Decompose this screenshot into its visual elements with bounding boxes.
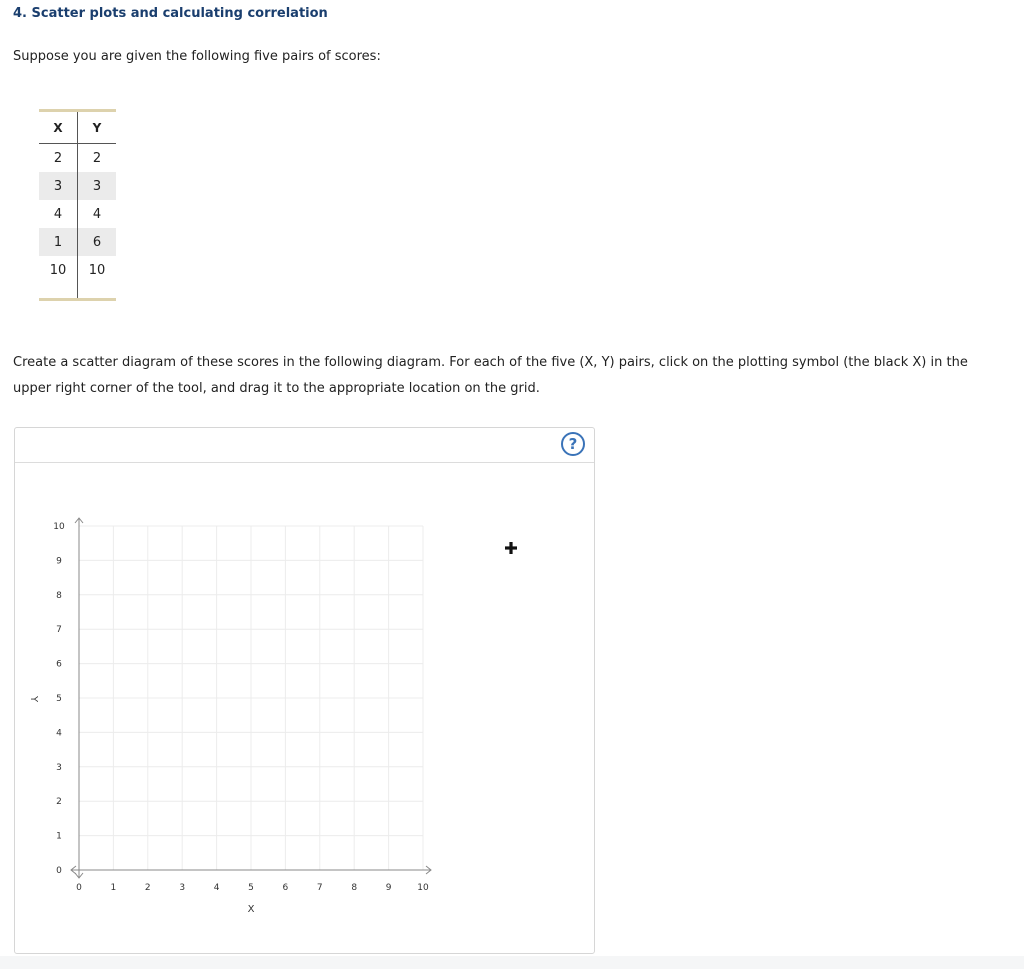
table-cell-x: 10 [39,256,78,284]
column-header-y: Y [78,112,117,144]
table-cell-x: 1 [39,228,78,256]
table-row [39,172,116,200]
table-cell-x: 4 [39,200,78,228]
intro-text: Suppose you are given the following five pairs of scores: [13,49,381,64]
table-cell-y: 4 [92,206,102,222]
y-tick-label: 10 [53,522,65,532]
column-header-x: X [39,112,78,144]
table-cell-y: 3 [78,172,117,200]
question-title: 4. Scatter plots and calculating correlation [13,6,328,21]
plot-grid [79,526,423,870]
table-row [39,228,116,256]
score-table [39,109,116,301]
x-axis-label: X [247,904,255,915]
table-cell-y: 10 [88,262,106,278]
y-tick-label: 9 [56,556,62,567]
x-tick-label: 4 [213,883,220,893]
x-tick-label: 3 [179,883,186,893]
table-cell-x: 3 [39,172,78,200]
y-tick-label: 2 [56,797,62,808]
y-tick-label: 1 [56,831,62,842]
x-tick-label: 7 [316,883,323,893]
x-tick-label: 0 [76,883,82,893]
y-axis-ticks [53,522,65,876]
x-tick-label: 10 [417,883,429,893]
x-axis-ticks [76,883,429,893]
y-tick-label: 3 [56,762,62,773]
x-tick-label: 1 [110,883,117,893]
page-bottom-strip [0,956,1024,969]
x-tick-label: 8 [351,883,358,893]
scatter-plot-tool [14,427,595,954]
table-cell-x: 2 [39,144,78,173]
y-tick-label: 6 [56,659,62,670]
y-tick-label: 4 [56,728,62,739]
help-icon[interactable]: ? [561,432,585,456]
x-tick-label: 2 [144,883,151,893]
table-row [39,144,116,173]
table-row [39,200,116,228]
scatter-plot [15,428,596,955]
instructions-text: Create a scatter diagram of these scores in the following diagram. For each of the five (X, Y) pairs, click on the plotting symbol (the black X) in the upper right corner of the tool, and drag it to the appropriate location on the grid. [13,355,968,396]
y-tick-label: 8 [56,590,62,601]
x-tick-label: 9 [385,883,392,893]
table-row [39,256,116,284]
y-tick-label: 7 [56,625,62,636]
x-tick-label: 6 [282,883,289,893]
table-cell-y: 2 [92,150,102,166]
table-cell-y: 6 [78,228,117,256]
plus-marker-icon[interactable] [505,542,517,554]
y-tick-label: 0 [56,866,62,876]
y-axis-label: Y [28,695,39,703]
y-tick-label: 5 [56,694,62,704]
x-tick-label: 5 [248,883,254,893]
